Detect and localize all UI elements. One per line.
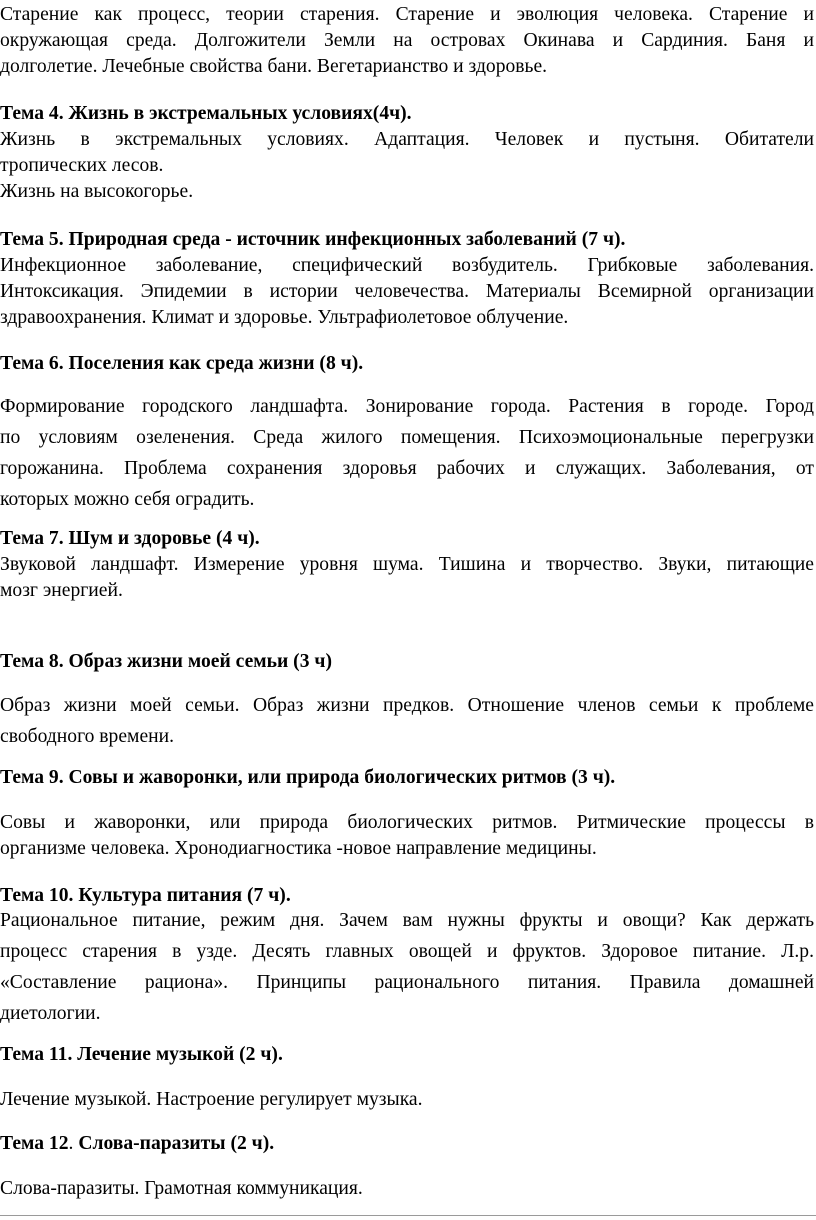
text-line: Слова-паразиты. Грамотная коммуникация. bbox=[0, 1178, 363, 1199]
text-line: Инфекционное заболевание, специфический возбудитель. Грибковые заболевания. bbox=[0, 255, 814, 276]
text-line: по условиям озеленения. Среда жилого помещения. Психоэмоциональные перегрузки bbox=[0, 427, 814, 448]
topic-9-heading: Тема 9. Совы и жаворонки, или природа биологических ритмов (3 ч). bbox=[0, 767, 616, 788]
topic-4-heading: Тема 4. Жизнь в экстремальных условиях(4ч). bbox=[0, 103, 412, 124]
topic-7-paragraph bbox=[0, 552, 814, 604]
text-line: Рациональное питание, режим дня. Зачем вам нужны фрукты и овощи? Как держать bbox=[0, 910, 814, 931]
topic-6-heading: Тема 6. Поселения как среда жизни (8 ч). bbox=[0, 353, 364, 374]
topic-12-heading bbox=[0, 1131, 814, 1157]
text-line: окружающая среда. Долгожители Земли на островах Окинава и Сардиния. Баня и bbox=[0, 30, 814, 51]
topic-11-paragraph bbox=[0, 1087, 814, 1113]
text-line: Жизнь на высокогорье. bbox=[0, 181, 194, 202]
text-line: Образ жизни моей семьи. Образ жизни предков. Отношение членов семьи к проблеме bbox=[0, 695, 814, 716]
topic-7-heading: Тема 7. Шум и здоровье (4 ч). bbox=[0, 528, 260, 549]
topic-12-paragraph bbox=[0, 1176, 814, 1202]
text-line: Лечение музыкой. Настроение регулирует музыка. bbox=[0, 1089, 423, 1110]
text-line: горожанина. Проблема сохранения здоровья рабочих и служащих. Заболевания, от bbox=[0, 458, 814, 479]
intro-paragraph bbox=[0, 2, 814, 80]
text-line: Жизнь в экстремальных условиях. Адаптация. Человек и пустыня. Обитатели bbox=[0, 129, 814, 150]
topic-6-paragraph bbox=[0, 391, 814, 515]
text-line: свободного времени. bbox=[0, 726, 175, 747]
topic-5-paragraph bbox=[0, 253, 814, 331]
page-bottom-divider bbox=[0, 1215, 816, 1216]
topic-8-heading: Тема 8. Образ жизни моей семьи (3 ч) bbox=[0, 651, 332, 672]
text-line: организме человека. Хронодиагностика -новое направление медицины. bbox=[0, 838, 597, 859]
text-line: долголетие. Лечебные свойства бани. Вегетарианство и здоровье. bbox=[0, 56, 548, 77]
topic-12-heading-separator: . bbox=[68, 1133, 79, 1154]
text-line: Интоксикация. Эпидемии в истории человечества. Материалы Всемирной организации bbox=[0, 281, 814, 302]
topic-12-heading-number: Тема 12 bbox=[0, 1133, 69, 1154]
text-line: процесс старения в узде. Десять главных овощей и фруктов. Здоровое питание. Л.р. bbox=[0, 941, 814, 962]
topic-9-paragraph bbox=[0, 810, 814, 862]
text-line: Звуковой ландшафт. Измерение уровня шума. Тишина и творчество. Звуки, питающие bbox=[0, 554, 814, 575]
text-line: тропических лесов. bbox=[0, 155, 164, 176]
topic-4-paragraph bbox=[0, 127, 814, 205]
text-line: «Составление рациона». Принципы рационального питания. Правила домашней bbox=[0, 972, 814, 993]
topic-10-paragraph bbox=[0, 905, 814, 1029]
topic-8-paragraph bbox=[0, 690, 814, 752]
topic-11-heading: Тема 11. Лечение музыкой (2 ч). bbox=[0, 1044, 283, 1065]
text-line: мозг энергией. bbox=[0, 580, 123, 601]
topic-5-heading: Тема 5. Природная среда - источник инфекционных заболеваний (7 ч). bbox=[0, 229, 626, 250]
text-line: диетологии. bbox=[0, 1003, 101, 1024]
text-line: Совы и жаворонки, или природа биологических ритмов. Ритмические процессы в bbox=[0, 812, 814, 833]
text-line: Старение как процесс, теории старения. Старение и эволюция человека. Старение и bbox=[0, 4, 814, 25]
topic-12-heading-title: Слова-паразиты (2 ч). bbox=[78, 1133, 275, 1154]
text-line: Формирование городского ландшафта. Зонирование города. Растения в городе. Город bbox=[0, 396, 814, 417]
text-line: здравоохранения. Климат и здоровье. Ультрафиолетовое облучение. bbox=[0, 307, 569, 328]
text-line: которых можно себя оградить. bbox=[0, 489, 255, 510]
topic-10-heading: Тема 10. Культура питания (7 ч). bbox=[0, 885, 291, 906]
